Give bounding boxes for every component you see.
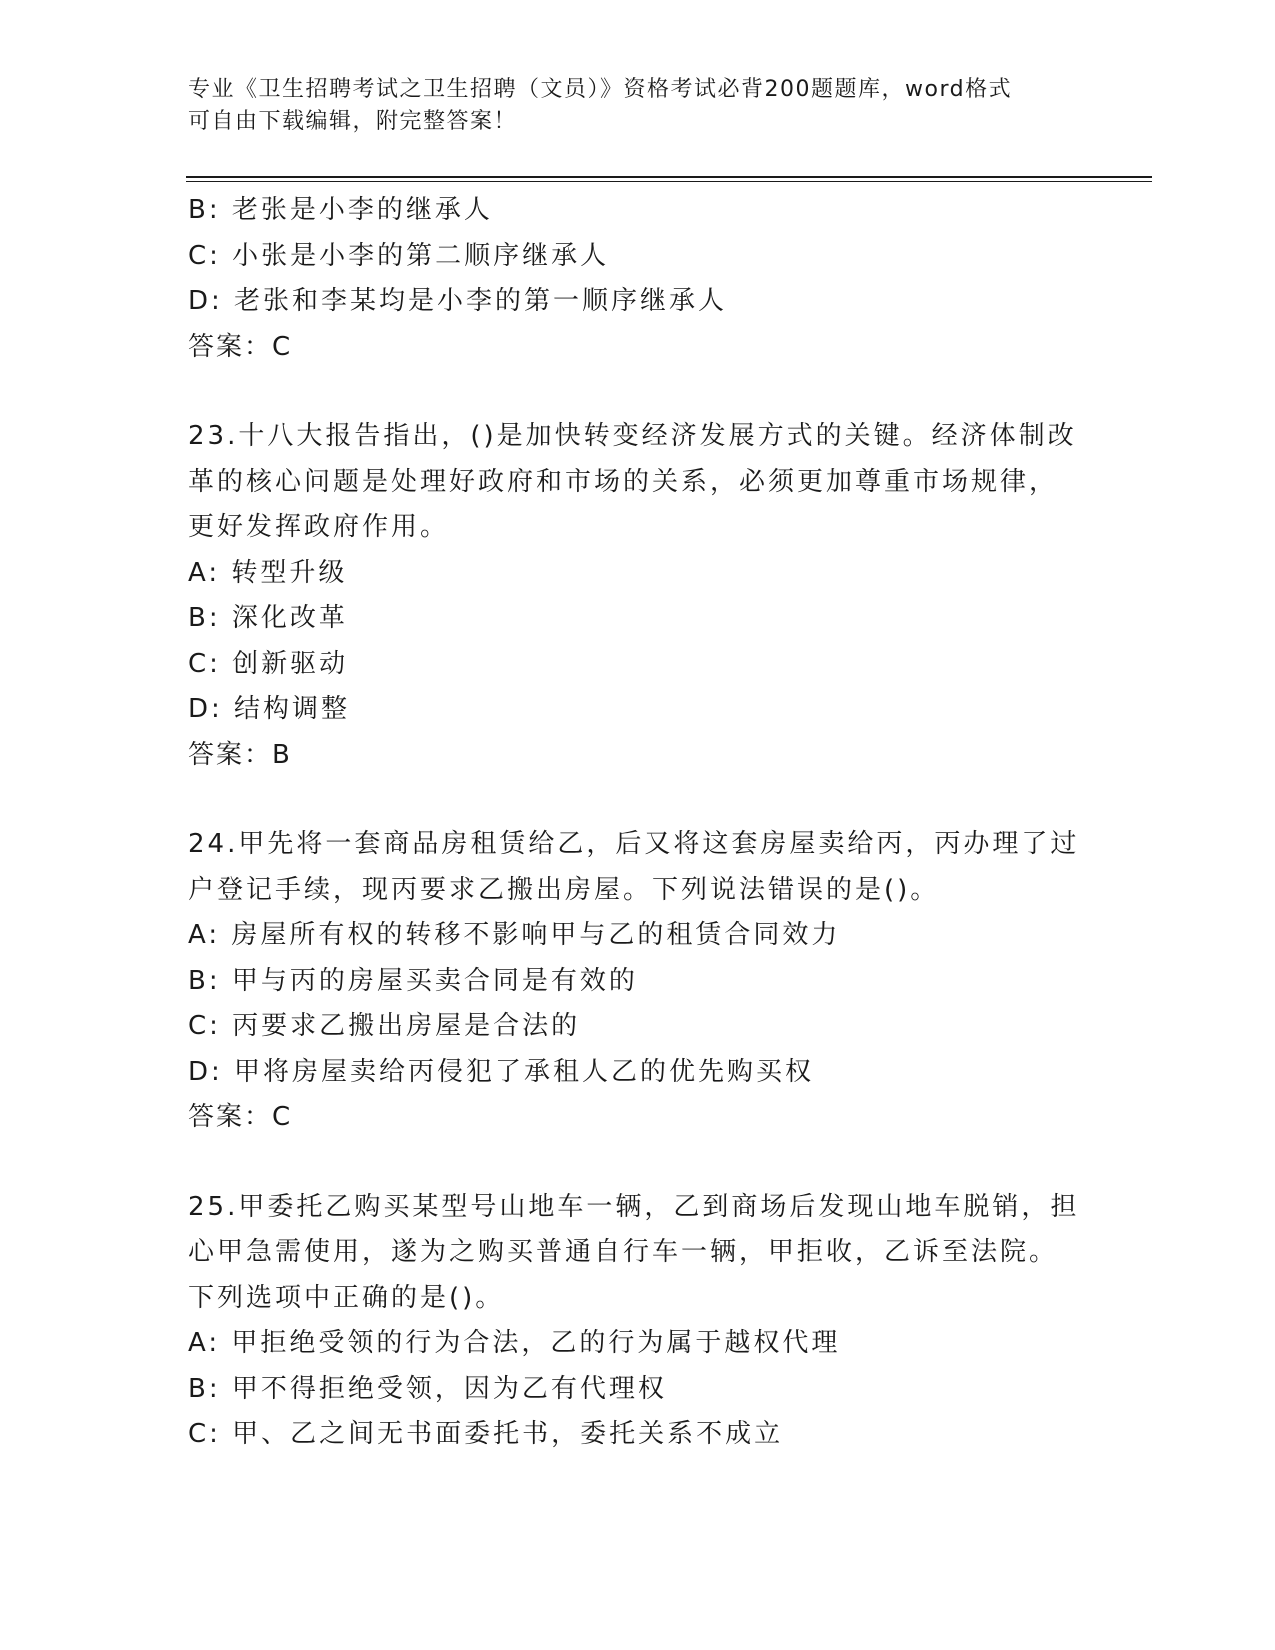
question-25 [188, 1185, 1088, 1458]
option-c: C: 小张是小李的第二顺序继承人 [188, 240, 610, 271]
question-text-line: 户登记手续，现丙要求乙搬出房屋。下列说法错误的是()。 [188, 874, 940, 905]
question-text-line: 24.甲先将一套商品房租赁给乙，后又将这套房屋卖给丙，丙办理了过 [188, 829, 1080, 859]
question-text-line: 更好发挥政府作用。 [188, 512, 450, 542]
question-fragment [188, 188, 1088, 370]
question-spacer [188, 1141, 1088, 1185]
answer-line: 答案：C [188, 1102, 293, 1132]
option-b: B: 老张是小李的继承人 [188, 195, 493, 225]
header-title-line-2: 可自由下载编辑，附完整答案！ [188, 109, 518, 134]
option-d: D: 结构调整 [188, 694, 351, 724]
option-a: A: 转型升级 [188, 557, 348, 588]
question-24 [188, 822, 1088, 1141]
option-d: D: 老张和李某均是小李的第一顺序继承人 [188, 286, 728, 316]
question-text-line: 革的核心问题是处理好政府和市场的关系，必须更加尊重市场规律， [188, 466, 1059, 497]
answer-line: 答案：C [188, 331, 293, 362]
option-a: A: 房屋所有权的转移不影响甲与乙的租赁合同效力 [188, 920, 841, 950]
answer-line: 答案：B [188, 739, 292, 770]
header-rule-thick [186, 176, 1152, 178]
question-text-line: 心甲急需使用，遂为之购买普通自行车一辆，甲拒收，乙诉至法院。 [188, 1237, 1059, 1267]
header-rule-thin [186, 181, 1152, 182]
option-d: D: 甲将房屋卖给丙侵犯了承租人乙的优先购买权 [188, 1056, 815, 1087]
option-c: C: 甲、乙之间无书面委托书，委托关系不成立 [188, 1419, 784, 1449]
question-text-line: 下列选项中正确的是()。 [188, 1282, 505, 1313]
question-text-line: 25.甲委托乙购买某型号山地车一辆，乙到商场后发现山地车脱销，担 [188, 1191, 1080, 1222]
option-c: C: 创新驱动 [188, 648, 349, 679]
question-text-line: 23.十八大报告指出，()是加快转变经济发展方式的关键。经济体制改 [188, 421, 1077, 451]
question-23 [188, 414, 1088, 778]
option-a: A: 甲拒绝受领的行为合法，乙的行为属于越权代理 [188, 1328, 841, 1358]
option-c: C: 丙要求乙搬出房屋是合法的 [188, 1011, 581, 1041]
option-b: B: 甲与丙的房屋买卖合同是有效的 [188, 965, 638, 996]
option-b: B: 甲不得拒绝受领，因为乙有代理权 [188, 1373, 667, 1404]
document-body [188, 188, 1088, 1458]
question-spacer [188, 370, 1088, 414]
header-title-line-1: 专业《卫生招聘考试之卫生招聘（文员）》资格考试必背200题题库，word格式 [188, 77, 1013, 102]
page-header [188, 74, 1088, 138]
option-b: B: 深化改革 [188, 603, 348, 633]
question-spacer [188, 778, 1088, 822]
